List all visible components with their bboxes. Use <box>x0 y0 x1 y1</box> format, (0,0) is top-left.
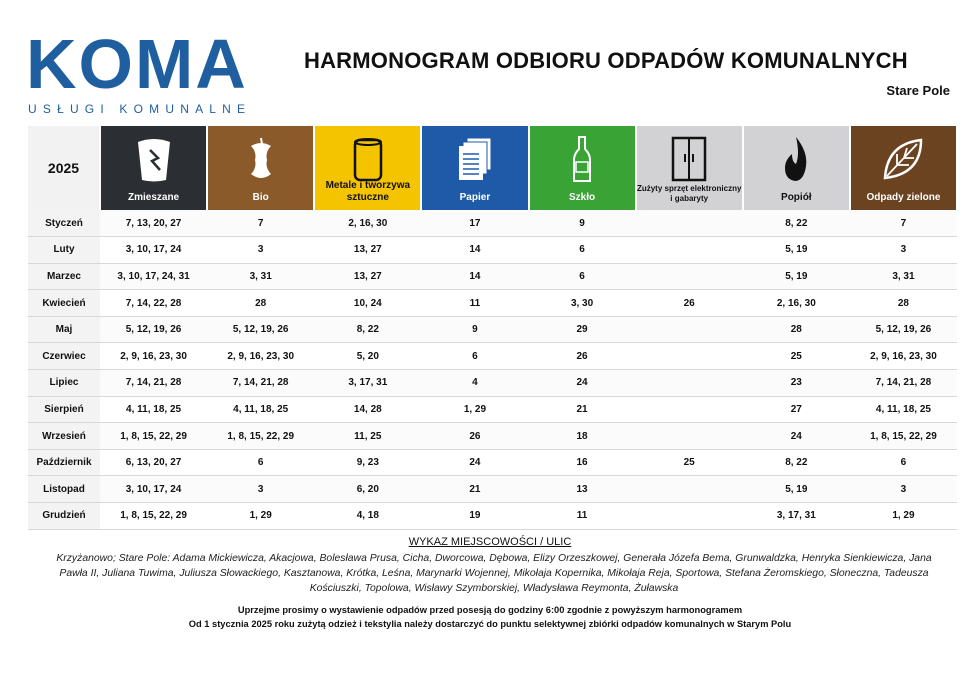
year-cell: 2025 <box>28 126 100 210</box>
pickup-dates-cell: 23 <box>743 370 850 397</box>
month-cell: Sierpień <box>28 396 100 423</box>
table-row <box>28 423 957 450</box>
table-row <box>28 290 957 317</box>
pickup-dates-cell: 7, 14, 21, 28 <box>100 370 207 397</box>
pickup-dates-cell: 1, 8, 15, 22, 29 <box>100 423 207 450</box>
koma-logo <box>26 25 306 120</box>
pickup-dates-cell: 5, 20 <box>314 343 421 370</box>
location-name: Stare Pole <box>886 83 950 98</box>
pickup-dates-cell: 24 <box>743 423 850 450</box>
pickup-dates-cell: 9, 23 <box>314 449 421 476</box>
pickup-dates-cell: 6 <box>850 449 957 476</box>
can-icon <box>342 134 394 184</box>
table-row <box>28 449 957 476</box>
wardrobe-icon <box>663 134 715 184</box>
pickup-dates-cell <box>636 263 743 290</box>
category-header <box>421 126 528 210</box>
pickup-dates-cell: 3 <box>207 476 314 503</box>
pickup-dates-cell: 3, 10, 17, 24 <box>100 476 207 503</box>
pickup-dates-cell: 4, 11, 18, 25 <box>850 396 957 423</box>
pickup-dates-cell: 2, 16, 30 <box>743 290 850 317</box>
pickup-dates-cell: 1, 29 <box>207 503 314 530</box>
pickup-dates-cell: 9 <box>529 210 636 237</box>
category-label: Metale i tworzywa sztuczne <box>325 180 411 203</box>
pickup-dates-cell: 3, 17, 31 <box>743 503 850 530</box>
pickup-dates-cell: 4, 11, 18, 25 <box>100 396 207 423</box>
pickup-dates-cell <box>636 476 743 503</box>
pickup-dates-cell: 11, 25 <box>314 423 421 450</box>
pickup-dates-cell: 3, 10, 17, 24 <box>100 237 207 264</box>
table-row <box>28 237 957 264</box>
pickup-dates-cell: 7 <box>850 210 957 237</box>
pickup-dates-cell: 17 <box>421 210 528 237</box>
pickup-dates-cell: 11 <box>529 503 636 530</box>
pickup-dates-cell: 13 <box>529 476 636 503</box>
pickup-dates-cell: 6 <box>529 237 636 264</box>
table-row <box>28 503 957 530</box>
pickup-dates-cell: 3, 31 <box>850 263 957 290</box>
pickup-dates-cell: 3 <box>850 237 957 264</box>
pickup-dates-cell: 28 <box>743 316 850 343</box>
pickup-dates-cell: 1, 29 <box>850 503 957 530</box>
pickup-dates-cell <box>636 503 743 530</box>
category-label: Papier <box>459 192 491 203</box>
month-cell: Wrzesień <box>28 423 100 450</box>
pickup-dates-cell: 4 <box>421 370 528 397</box>
pickup-dates-cell: 3 <box>207 237 314 264</box>
pickup-dates-cell: 26 <box>529 343 636 370</box>
category-header <box>314 126 421 210</box>
pickup-dates-cell: 7, 14, 22, 28 <box>100 290 207 317</box>
category-label: Zmieszane <box>127 192 180 203</box>
pickup-dates-cell: 7 <box>207 210 314 237</box>
pickup-dates-cell: 21 <box>529 396 636 423</box>
month-cell: Listopad <box>28 476 100 503</box>
pickup-dates-cell: 13, 27 <box>314 263 421 290</box>
schedule-table <box>28 126 958 530</box>
page-title: HARMONOGRAM ODBIORU ODPADÓW KOMUNALNYCH <box>304 48 908 73</box>
bottle-icon <box>556 134 608 184</box>
pickup-dates-cell: 2, 9, 16, 23, 30 <box>850 343 957 370</box>
pickup-dates-cell: 2, 16, 30 <box>314 210 421 237</box>
category-label: Odpady zielone <box>866 192 941 203</box>
pickup-dates-cell: 21 <box>421 476 528 503</box>
table-row <box>28 396 957 423</box>
pickup-dates-cell: 27 <box>743 396 850 423</box>
pickup-dates-cell: 8, 22 <box>743 210 850 237</box>
pickup-dates-cell: 2, 9, 16, 23, 30 <box>207 343 314 370</box>
pickup-dates-cell: 3, 31 <box>207 263 314 290</box>
month-cell: Październik <box>28 449 100 476</box>
leaf-icon <box>877 134 929 184</box>
month-cell: Styczeń <box>28 210 100 237</box>
table-row <box>28 370 957 397</box>
month-cell: Marzec <box>28 263 100 290</box>
pickup-dates-cell: 7, 14, 21, 28 <box>207 370 314 397</box>
pickup-dates-cell <box>636 237 743 264</box>
notice-textiles: Od 1 stycznia 2025 roku zużytą odzież i tekstylia należy dostarczyć do punktu selektywnej zbiórki odpadów komunalnych w Starym Polu <box>188 619 792 629</box>
pickup-dates-cell <box>636 396 743 423</box>
pickup-dates-cell: 1, 8, 15, 22, 29 <box>850 423 957 450</box>
pickup-dates-cell: 18 <box>529 423 636 450</box>
table-row <box>28 263 957 290</box>
pickup-dates-cell: 25 <box>636 449 743 476</box>
month-cell: Luty <box>28 237 100 264</box>
pickup-dates-cell: 10, 24 <box>314 290 421 317</box>
table-row <box>28 476 957 503</box>
month-cell: Maj <box>28 316 100 343</box>
pickup-dates-cell: 6, 13, 20, 27 <box>100 449 207 476</box>
pickup-dates-cell <box>636 343 743 370</box>
category-header <box>100 126 207 210</box>
category-label: Zużyty sprzęt elektroniczny i gabaryty <box>636 184 742 203</box>
category-header <box>207 126 314 210</box>
category-label: Popiół <box>781 192 812 203</box>
pickup-dates-cell: 28 <box>850 290 957 317</box>
table-row <box>28 343 957 370</box>
pickup-dates-cell: 6 <box>529 263 636 290</box>
pickup-dates-cell: 5, 12, 19, 26 <box>207 316 314 343</box>
localities-list: Krzyżanowo; Stare Pole: Adama Mickiewicza, Akacjowa, Bolesława Prusa, Cicha, Dworcowa, Dębowa, Elizy Orzeszkowej, Generała Józefa Bema, Grunwaldzka, Henryka Sienkiewicza, Jana Pawła II, Juliana Tuwima, Juliusza Słowackiego, Kasztanowa, Krótka, Leśna, Marynarki Wojennej, Mikołaja Kopernika, Mikołaja Reja, Sportowa, Stefana Żeromskiego, Słoneczna, Tadeusza Kościuszki, Topolowa, Wisławy Szymborskiej, Władysława Reymonta, Żuławska <box>56 553 932 594</box>
pickup-dates-cell: 14 <box>421 263 528 290</box>
schedule-body <box>28 210 957 529</box>
pickup-dates-cell: 5, 12, 19, 26 <box>850 316 957 343</box>
apple-core-icon <box>235 134 287 184</box>
pickup-dates-cell: 5, 19 <box>743 237 850 264</box>
category-header <box>529 126 636 210</box>
pickup-dates-cell: 29 <box>529 316 636 343</box>
pickup-dates-cell: 13, 27 <box>314 237 421 264</box>
category-header <box>850 126 957 210</box>
pickup-dates-cell: 8, 22 <box>743 449 850 476</box>
pickup-dates-cell: 3, 17, 31 <box>314 370 421 397</box>
pickup-dates-cell: 1, 8, 15, 22, 29 <box>207 423 314 450</box>
table-row <box>28 316 957 343</box>
category-label: Bio <box>252 192 269 203</box>
pickup-dates-cell: 6 <box>421 343 528 370</box>
category-header <box>743 126 850 210</box>
pickup-dates-cell: 14, 28 <box>314 396 421 423</box>
pickup-dates-cell: 1, 29 <box>421 396 528 423</box>
table-row <box>28 210 957 237</box>
month-cell: Kwiecień <box>28 290 100 317</box>
pickup-dates-cell: 25 <box>743 343 850 370</box>
pickup-dates-cell: 7, 14, 21, 28 <box>850 370 957 397</box>
pickup-dates-cell: 3, 10, 17, 24, 31 <box>100 263 207 290</box>
category-header <box>636 126 743 210</box>
month-cell: Lipiec <box>28 370 100 397</box>
mixed-waste-bin-icon <box>128 134 180 184</box>
localities-title: WYKAZ MIEJSCOWOŚCI / ULIC <box>408 536 572 548</box>
pickup-dates-cell: 14 <box>421 237 528 264</box>
pickup-dates-cell: 4, 18 <box>314 503 421 530</box>
pickup-dates-cell <box>636 370 743 397</box>
pickup-dates-cell: 26 <box>421 423 528 450</box>
pickup-dates-cell: 24 <box>421 449 528 476</box>
pickup-dates-cell: 11 <box>421 290 528 317</box>
flame-icon <box>770 134 822 184</box>
pickup-dates-cell: 7, 13, 20, 27 <box>100 210 207 237</box>
logo-wordmark: KOMA <box>26 25 248 103</box>
pickup-dates-cell: 1, 8, 15, 22, 29 <box>100 503 207 530</box>
pickup-dates-cell <box>636 316 743 343</box>
pickup-dates-cell <box>636 210 743 237</box>
pickup-dates-cell: 9 <box>421 316 528 343</box>
pickup-dates-cell: 5, 12, 19, 26 <box>100 316 207 343</box>
pickup-dates-cell: 6 <box>207 449 314 476</box>
pickup-dates-cell: 2, 9, 16, 23, 30 <box>100 343 207 370</box>
pickup-dates-cell: 6, 20 <box>314 476 421 503</box>
paper-sheets-icon <box>449 134 501 184</box>
header-row <box>28 126 957 210</box>
pickup-dates-cell <box>636 423 743 450</box>
pickup-dates-cell: 28 <box>207 290 314 317</box>
category-label: Szkło <box>569 192 596 203</box>
pickup-dates-cell: 16 <box>529 449 636 476</box>
pickup-dates-cell: 26 <box>636 290 743 317</box>
pickup-dates-cell: 19 <box>421 503 528 530</box>
pickup-dates-cell: 5, 19 <box>743 476 850 503</box>
pickup-dates-cell: 4, 11, 18, 25 <box>207 396 314 423</box>
pickup-dates-cell: 24 <box>529 370 636 397</box>
pickup-dates-cell: 5, 19 <box>743 263 850 290</box>
pickup-dates-cell: 8, 22 <box>314 316 421 343</box>
month-cell: Grudzień <box>28 503 100 530</box>
notice-set-out-time: Uprzejme prosimy o wystawienie odpadów przed posesją do godziny 6:00 zgodnie z powyższym harmonogramem <box>237 605 743 615</box>
month-cell: Czerwiec <box>28 343 100 370</box>
logo-tagline: USŁUGI KOMUNALNE <box>28 102 252 116</box>
pickup-dates-cell: 3, 30 <box>529 290 636 317</box>
pickup-dates-cell: 3 <box>850 476 957 503</box>
